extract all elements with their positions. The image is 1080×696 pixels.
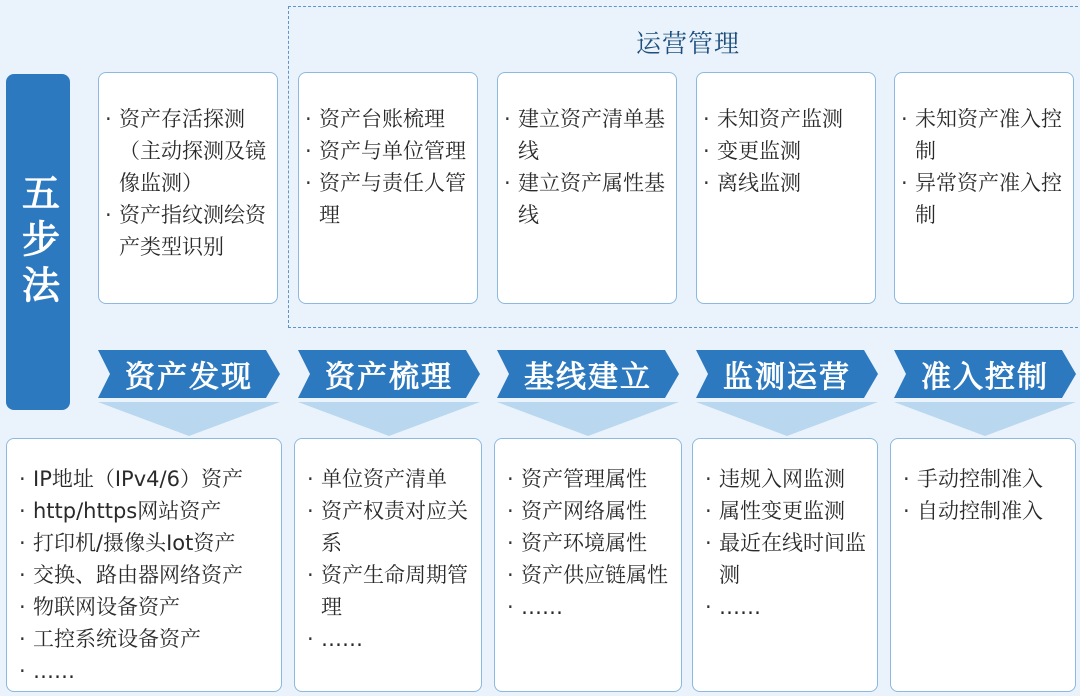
bottom-list [19,463,277,687]
bottom-list [307,463,477,655]
top-item: · 变更监测 [703,135,871,167]
bottom-item: · 打印机/摄像头Iot资产 [19,527,277,559]
step-label: 准入控制 [921,360,1049,395]
operations-title: 运营管理 [635,29,740,58]
bottom-box-baseline [494,438,682,692]
top-item: · 离线监测 [703,167,871,199]
bottom-box-access [890,438,1076,692]
top-box-monitoring [696,72,876,304]
step-arrow [497,350,691,430]
bottom-list [507,463,677,623]
step-arrow [298,350,492,430]
top-item: · 异常资产准入控制 [901,167,1069,231]
bottom-item: · 手动控制准入 [903,463,1071,495]
step-label: 资产发现 [125,360,253,395]
top-list [105,103,273,263]
top-list [703,103,871,199]
bottom-item: · …… [19,655,277,687]
top-item: · 资产指纹测绘资产类型识别 [105,199,273,263]
top-box-access [894,72,1074,304]
step-label: 资产梳理 [325,360,453,395]
top-box-baseline [497,72,677,304]
top-item: · 建立资产属性基线 [504,167,672,231]
bottom-box-sorting [294,438,482,692]
bottom-list [903,463,1071,527]
bottom-item: · 资产权责对应关系 [307,495,477,559]
top-item: · 建立资产清单基线 [504,103,672,167]
bottom-item: · 最近在线时间监测 [705,527,873,591]
bottom-item: · 资产供应链属性 [507,559,677,591]
bottom-box-monitoring [692,438,878,692]
top-box-sorting [298,72,478,304]
bottom-item: · 资产生命周期管理 [307,559,477,623]
bottom-item: · 资产管理属性 [507,463,677,495]
step-label: 基线建立 [524,360,652,395]
top-list [305,103,473,231]
five-step-text: 五步法 [15,173,60,311]
five-step-label [6,74,70,410]
top-item: · 未知资产监测 [703,103,871,135]
bottom-list [705,463,873,623]
top-item: · 资产与单位管理 [305,135,473,167]
top-item: · 资产存活探测（主动探测及镜像监测） [105,103,273,199]
bottom-item: · 单位资产清单 [307,463,477,495]
top-item: · 资产台账梳理 [305,103,473,135]
bottom-item: · …… [705,591,873,623]
bottom-item: · 工控系统设备资产 [19,623,277,655]
top-item: · 资产与责任人管理 [305,167,473,231]
bottom-item: · IP地址（IPv4/6）资产 [19,463,277,495]
step-arrow [696,350,890,430]
bottom-item: · 交换、路由器网络资产 [19,559,277,591]
bottom-item: · …… [307,623,477,655]
step-label: 监测运营 [723,360,851,395]
bottom-item: · 自动控制准入 [903,495,1071,527]
bottom-item: · 物联网设备资产 [19,591,277,623]
bottom-item: · 资产环境属性 [507,527,677,559]
top-box-discovery [98,72,278,304]
bottom-item: · http/https网站资产 [19,495,277,527]
bottom-item: · 属性变更监测 [705,495,873,527]
top-list [901,103,1069,231]
bottom-box-discovery [6,438,282,692]
step-arrow [894,350,1080,430]
top-item: · 未知资产准入控制 [901,103,1069,167]
bottom-item: · 资产网络属性 [507,495,677,527]
bottom-item: · …… [507,591,677,623]
step-arrow [98,350,292,430]
bottom-item: · 违规入网监测 [705,463,873,495]
top-list [504,103,672,231]
